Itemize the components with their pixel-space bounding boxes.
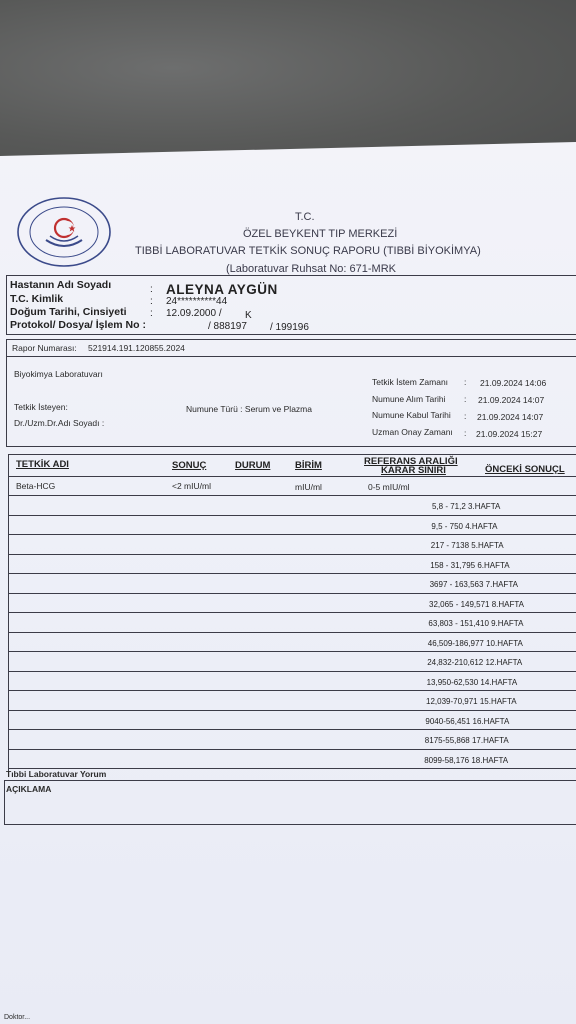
time-value-request: 21.09.2024 14:06 bbox=[480, 378, 547, 388]
table-row-divider bbox=[8, 612, 576, 613]
reference-range-row: 46,509-186,977 10.HAFTA bbox=[427, 638, 523, 648]
table-row-divider bbox=[8, 495, 576, 496]
protocol-value-2: / 199196 bbox=[270, 322, 309, 333]
table-row-divider bbox=[8, 690, 576, 691]
table-row-divider bbox=[8, 710, 576, 711]
table-row-divider bbox=[8, 632, 576, 633]
test-unit: mIU/ml bbox=[295, 482, 322, 492]
time-label-request: Tetkik İstem Zamanı bbox=[372, 377, 449, 387]
table-row-divider bbox=[8, 515, 576, 516]
license-number: (Laboratuvar Ruhsat No: 671-MRK bbox=[226, 263, 396, 275]
col-test-name: TETKİK ADI bbox=[16, 459, 69, 470]
col-decision-limit: KARAR SINIRI bbox=[381, 465, 446, 476]
test-name: Beta-HCG bbox=[16, 481, 56, 491]
protocol-label: Protokol/ Dosya/ İşlem No : bbox=[10, 319, 146, 331]
protocol-value-1: / 888197 bbox=[208, 321, 247, 332]
table-row-divider bbox=[8, 534, 576, 535]
dob-sep: : bbox=[150, 308, 153, 319]
time-sep-sample: : bbox=[464, 394, 467, 404]
reference-range-row: 12,039-70,971 15.HAFTA bbox=[426, 697, 517, 706]
reference-range-row: 9,5 - 750 4.HAFTA bbox=[431, 521, 498, 531]
doctor-signature-label: Doktor... bbox=[4, 1014, 31, 1021]
table-row-divider bbox=[8, 671, 576, 672]
table-row-divider bbox=[8, 554, 576, 555]
table-row-divider bbox=[8, 651, 576, 652]
patient-name-sep: : bbox=[150, 284, 153, 295]
test-result: <2 mIU/ml bbox=[172, 481, 211, 491]
reference-range-row: 13,950-62,530 14.HAFTA bbox=[426, 677, 518, 687]
reference-range-row: 32,065 - 149,571 8.HAFTA bbox=[429, 599, 525, 609]
col-result: SONUÇ bbox=[172, 460, 207, 471]
reference-range-row: 63,803 - 151,410 9.HAFTA bbox=[428, 619, 524, 628]
col-previous-result: ÖNCEKİ SONUÇL bbox=[485, 464, 565, 475]
ministry-logo-icon bbox=[16, 196, 112, 268]
tc-value: 24**********44 bbox=[166, 296, 228, 307]
time-value-approve: 21.09.2024 15:27 bbox=[476, 429, 543, 439]
dob-label: Doğum Tarihi, Cinsiyeti bbox=[10, 306, 127, 318]
table-row-divider bbox=[8, 573, 576, 574]
time-value-sample: 21.09.2024 14:07 bbox=[478, 395, 545, 405]
report-title: TIBBİ LABORATUVAR TETKİK SONUÇ RAPORU (TIBBİ BİYOKİMYA) bbox=[135, 245, 481, 257]
reference-range-row: 217 - 7138 5.HAFTA bbox=[430, 541, 504, 550]
lab-name: Biyokimya Laboratuvarı bbox=[14, 369, 103, 379]
test-reference: 0-5 mIU/ml bbox=[368, 482, 410, 492]
table-row-divider bbox=[8, 749, 576, 750]
center-name: ÖZEL BEYKENT TIP MERKEZİ bbox=[243, 228, 398, 240]
table-row-divider bbox=[8, 729, 576, 730]
reference-range-row: 158 - 31,795 6.HAFTA bbox=[430, 560, 510, 570]
col-status: DURUM bbox=[235, 460, 271, 471]
report-number-label: Rapor Numarası: bbox=[12, 343, 77, 353]
patient-name: ALEYNA AYGÜN bbox=[166, 282, 278, 297]
time-label-accept: Numune Kabul Tarihi bbox=[372, 410, 451, 420]
table-row-divider bbox=[8, 593, 576, 594]
time-sep-accept: : bbox=[464, 411, 467, 421]
report-number: 521914.191.120855.2024 bbox=[88, 343, 185, 353]
comment-label: Tıbbi Laboratuvar Yorum bbox=[6, 769, 107, 779]
reference-range-row: 3697 - 163,563 7.HAFTA bbox=[429, 580, 518, 589]
time-value-accept: 21.09.2024 14:07 bbox=[477, 412, 544, 422]
col-unit: BİRİM bbox=[295, 460, 322, 471]
reference-range-row: 9040-56,451 16.HAFTA bbox=[425, 716, 510, 726]
time-label-sample: Numune Alım Tarihi bbox=[372, 394, 446, 404]
requester-label: Tetkik İsteyen: bbox=[14, 402, 68, 412]
reference-range-row: 24,832-210,612 12.HAFTA bbox=[427, 658, 523, 667]
time-label-approve: Uzman Onay Zamanı bbox=[372, 427, 453, 437]
tc-label: T.C. Kimlik bbox=[10, 293, 64, 305]
reference-range-row: 8175-55,868 17.HAFTA bbox=[424, 736, 509, 745]
explanation-label: AÇIKLAMA bbox=[6, 784, 52, 794]
patient-name-label: Hastanın Adı Soyadı bbox=[10, 279, 112, 291]
time-sep-request: : bbox=[464, 377, 467, 387]
sample-type: Numune Türü : Serum ve Plazma bbox=[186, 404, 312, 414]
doctor-label: Dr./Uzm.Dr.Adı Soyadı : bbox=[14, 418, 105, 428]
country-label: T.C. bbox=[295, 211, 315, 223]
dob-value: 12.09.2000 / bbox=[166, 308, 222, 319]
time-sep-approve: : bbox=[464, 428, 467, 438]
reference-range-row: 5,8 - 71,2 3.HAFTA bbox=[432, 502, 501, 511]
tc-sep: : bbox=[150, 296, 153, 307]
col-reference: REFERANS ARALIĞI bbox=[364, 456, 458, 467]
reference-range-row: 8099-58,176 18.HAFTA bbox=[424, 755, 509, 765]
sex-value: K bbox=[245, 310, 252, 321]
